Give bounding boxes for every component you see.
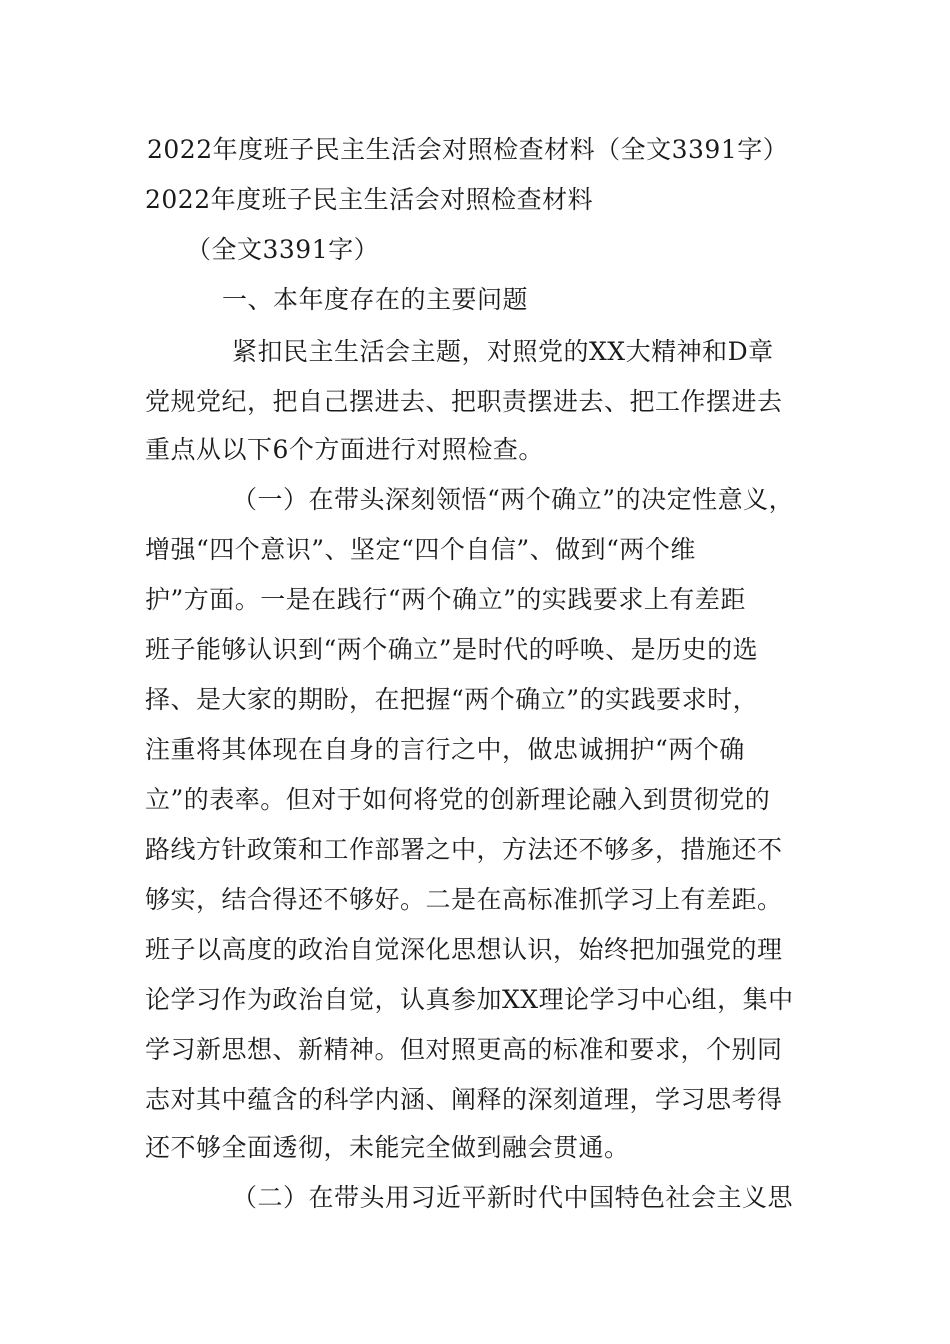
body-line-4: （一）在带头深刻领悟“两个确立”的决定性意义， [232,485,795,514]
body-line-17: 还不够全面透彻，未能完全做到融会贯通。 [145,1133,630,1162]
document-title-line-2: 2022年度班子民主生活会对照检查材料 [145,185,594,214]
section-heading: 一、本年度存在的主要问题 [222,285,529,314]
body-line-1: 紧扣民主生活会主题，对照党的XX大精神和D章 [232,337,774,366]
body-line-14: 论学习作为政治自觉，认真参加XX理论学习中心组，集中 [145,985,794,1014]
body-line-12: 够实，结合得还不够好。二是在高标准抓学习上有差距。 [145,885,783,914]
body-line-11: 路线方针政策和工作部署之中，方法还不够多，措施还不 [145,835,783,864]
body-line-9: 注重将其体现在自身的言行之中，做忠诚拥护“两个确 [145,735,745,764]
body-line-13: 班子以高度的政治自觉深化思想认识，始终把加强党的理 [145,935,783,964]
body-line-16: 志对其中蕴含的科学内涵、阐释的深刻道理，学习思考得 [145,1085,783,1114]
body-line-18: （二）在带头用习近平新时代中国特色社会主义思 [232,1183,794,1212]
document-subtitle: （全文3391字） [186,235,380,264]
body-line-15: 学习新思想、新精神。但对照更高的标准和要求，个别同 [145,1035,783,1064]
body-line-10: 立”的表率。但对于如何将党的创新理论融入到贯彻党的 [145,785,771,814]
body-line-6: 护”方面。一是在践行“两个确立”的实践要求上有差距 [145,585,746,614]
body-line-7: 班子能够认识到“两个确立”是时代的呼唤、是历史的选 [145,635,759,664]
body-line-2: 党规党纪，把自己摆进去、把职责摆进去、把工作摆进去 [145,387,783,416]
body-line-3: 重点从以下6个方面进行对照检查。 [145,435,544,464]
document-title-line-1: 2022年度班子民主生活会对照检查材料（全文3391字） [147,135,789,164]
body-line-8: 择、是大家的期盼，在把握“两个确立”的实践要求时， [145,685,759,714]
body-line-5: 增强“四个意识”、坚定“四个自信”、做到“两个维 [145,535,696,564]
